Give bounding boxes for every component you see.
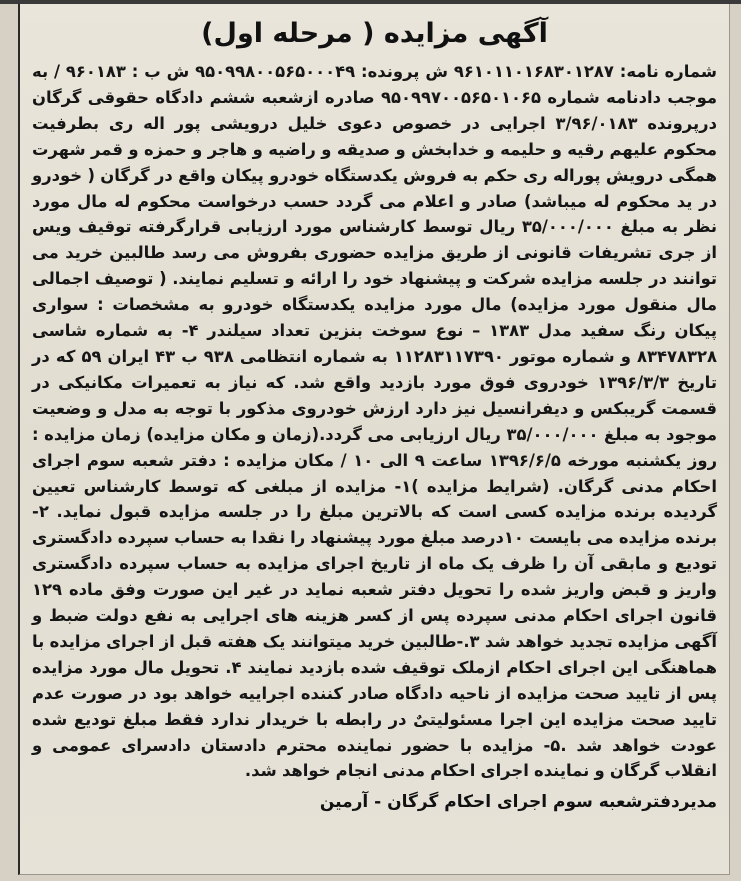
notice-signature: مدیردفترشعبه سوم اجرای احکام گرگان - آرمین [319,792,717,813]
notice-body: شماره نامه: ۹۶۱۰۱۱۰۱۶۸۳۰۱۲۸۷ ش پرونده: ۹۵۰۹۹۸۰۰۵۶۵۰۰۰۴۹ ش ب : ۹۶۰۱۸۳ / به موجب دادنامه شماره ۹۵۰۹۹۷۰۰۵۶۵۰۱۰۶۵ صادره ازشعبه ششم دادگاه حقوقی گرگان درپرونده ۳/۹۶/۰۱۸۳ اجرایی در خصوص دعوی خلیل درویشی پور اله ری بطرفیت محکوم علیهم رقیه و حلیمه و خدابخش و صدیقه و راضیه و هاجر و حمزه و قمر شهرت همگی درویش پوراله ری حکم به فروش یکدستگاه خودرو پیکان واقع در گرگان ( خودرو در ید محکوم له میباشد) صادر و اعلام می گردد حسب درخواست محکوم له مال مورد نظر به مبلغ ۳۵/۰۰۰/۰۰۰ ریال توسط کارشناس مورد ارزیابی قرارگرفته توقیف ویس از جری تشریفات قانونی از طریق مزایده حضوری بفروش می رسد طالبین خرید می توانند در جلسه مزایده شرکت و پیشنهاد خود را ارائه و تسلیم نمایند. ( توصیف اجمالی مال منقول مورد مزایده) مال مورد مزایده یکدستگاه خودرو به مشخصات : سواری پیکان رنگ سفید مدل ۱۳۸۳ – نوع سوخت بنزین تعداد سیلندر ۴- به شماره شاسی ۸۳۴۷۸۳۲۸ و شماره موتور ۱۱۲۸۳۱۱۷۳۹۰ به شماره انتظامی ۹۳۸ ب ۴۳ ایران ۵۹ که در تاریخ ۱۳۹۶/۳/۳ خودروی فوق مورد بازدید واقع شد. که نیاز به تعمیرات مکانیکی در قسمت گریبکس و دیفرانسیل نیز دارد ارزش خودروی مذکور با توجه به مدل و وضعیت موجود به مبلغ ۳۵/۰۰۰/۰۰۰ ریال ارزیابی می گردد.(زمان و مکان مزایده) زمان مزایده : روز یکشنبه مورخه ۱۳۹۶/۶/۵ ساعت ۹ الی ۱۰ / مکان مزایده : دفتر شعبه سوم اجرای احکام مدنی گرگان. (شرایط مزایده )۱- مزایده از مبلغی که توسط کارشناس تعیین گردیده برنده مزایده کسی است که بالاترین مبلغ را در جلسه مزایده قبول نماید. ۲-برنده مزایده می بایست ۱۰درصد مبلغ مورد پیشنهاد را نقدا به حساب سپرده دادگستری تودیع و مابقی آن را ظرف یک ماه از تاریخ اجرای مزایده به حساب سپرده دادگستری واریز و قبض واریز شده را تحویل دفتر شعبه نماید در غیر این صورت وفق ماده ۱۲۹ قانون اجرای احکام مدنی سپرده پس از کسر هزینه های اجرایی به نفع دولت ضبط و آگهی مزایده تجدید خواهد شد ۳.-طالبین خرید میتوانند یک هفته قبل از اجرای مزایده با هماهنگی این اجرای احکام ازملک توقیف شده بازدید نمایند ۴. تحویل مال مورد مزایده پس از تایید صحت مزایده از ناحیه دادگاه صادر کننده اجراییه خواهد بود در صورت عدم تایید صحت مزایده این اجرا مسئولیتیٌ در رابطه با خریدار ندارد فقط مبلغ تودیع شده عودت خواهد شد .۵- مزایده با حضور نماینده محترم دادستان دادسرای عمومی و انقلاب گرگان و نماینده اجرای احکام مدنی انجام خواهد شد. [32,62,718,781]
newspaper-notice [18,4,730,875]
notice-title: آگهی مزایده ( مرحله اول) [201,18,548,49]
